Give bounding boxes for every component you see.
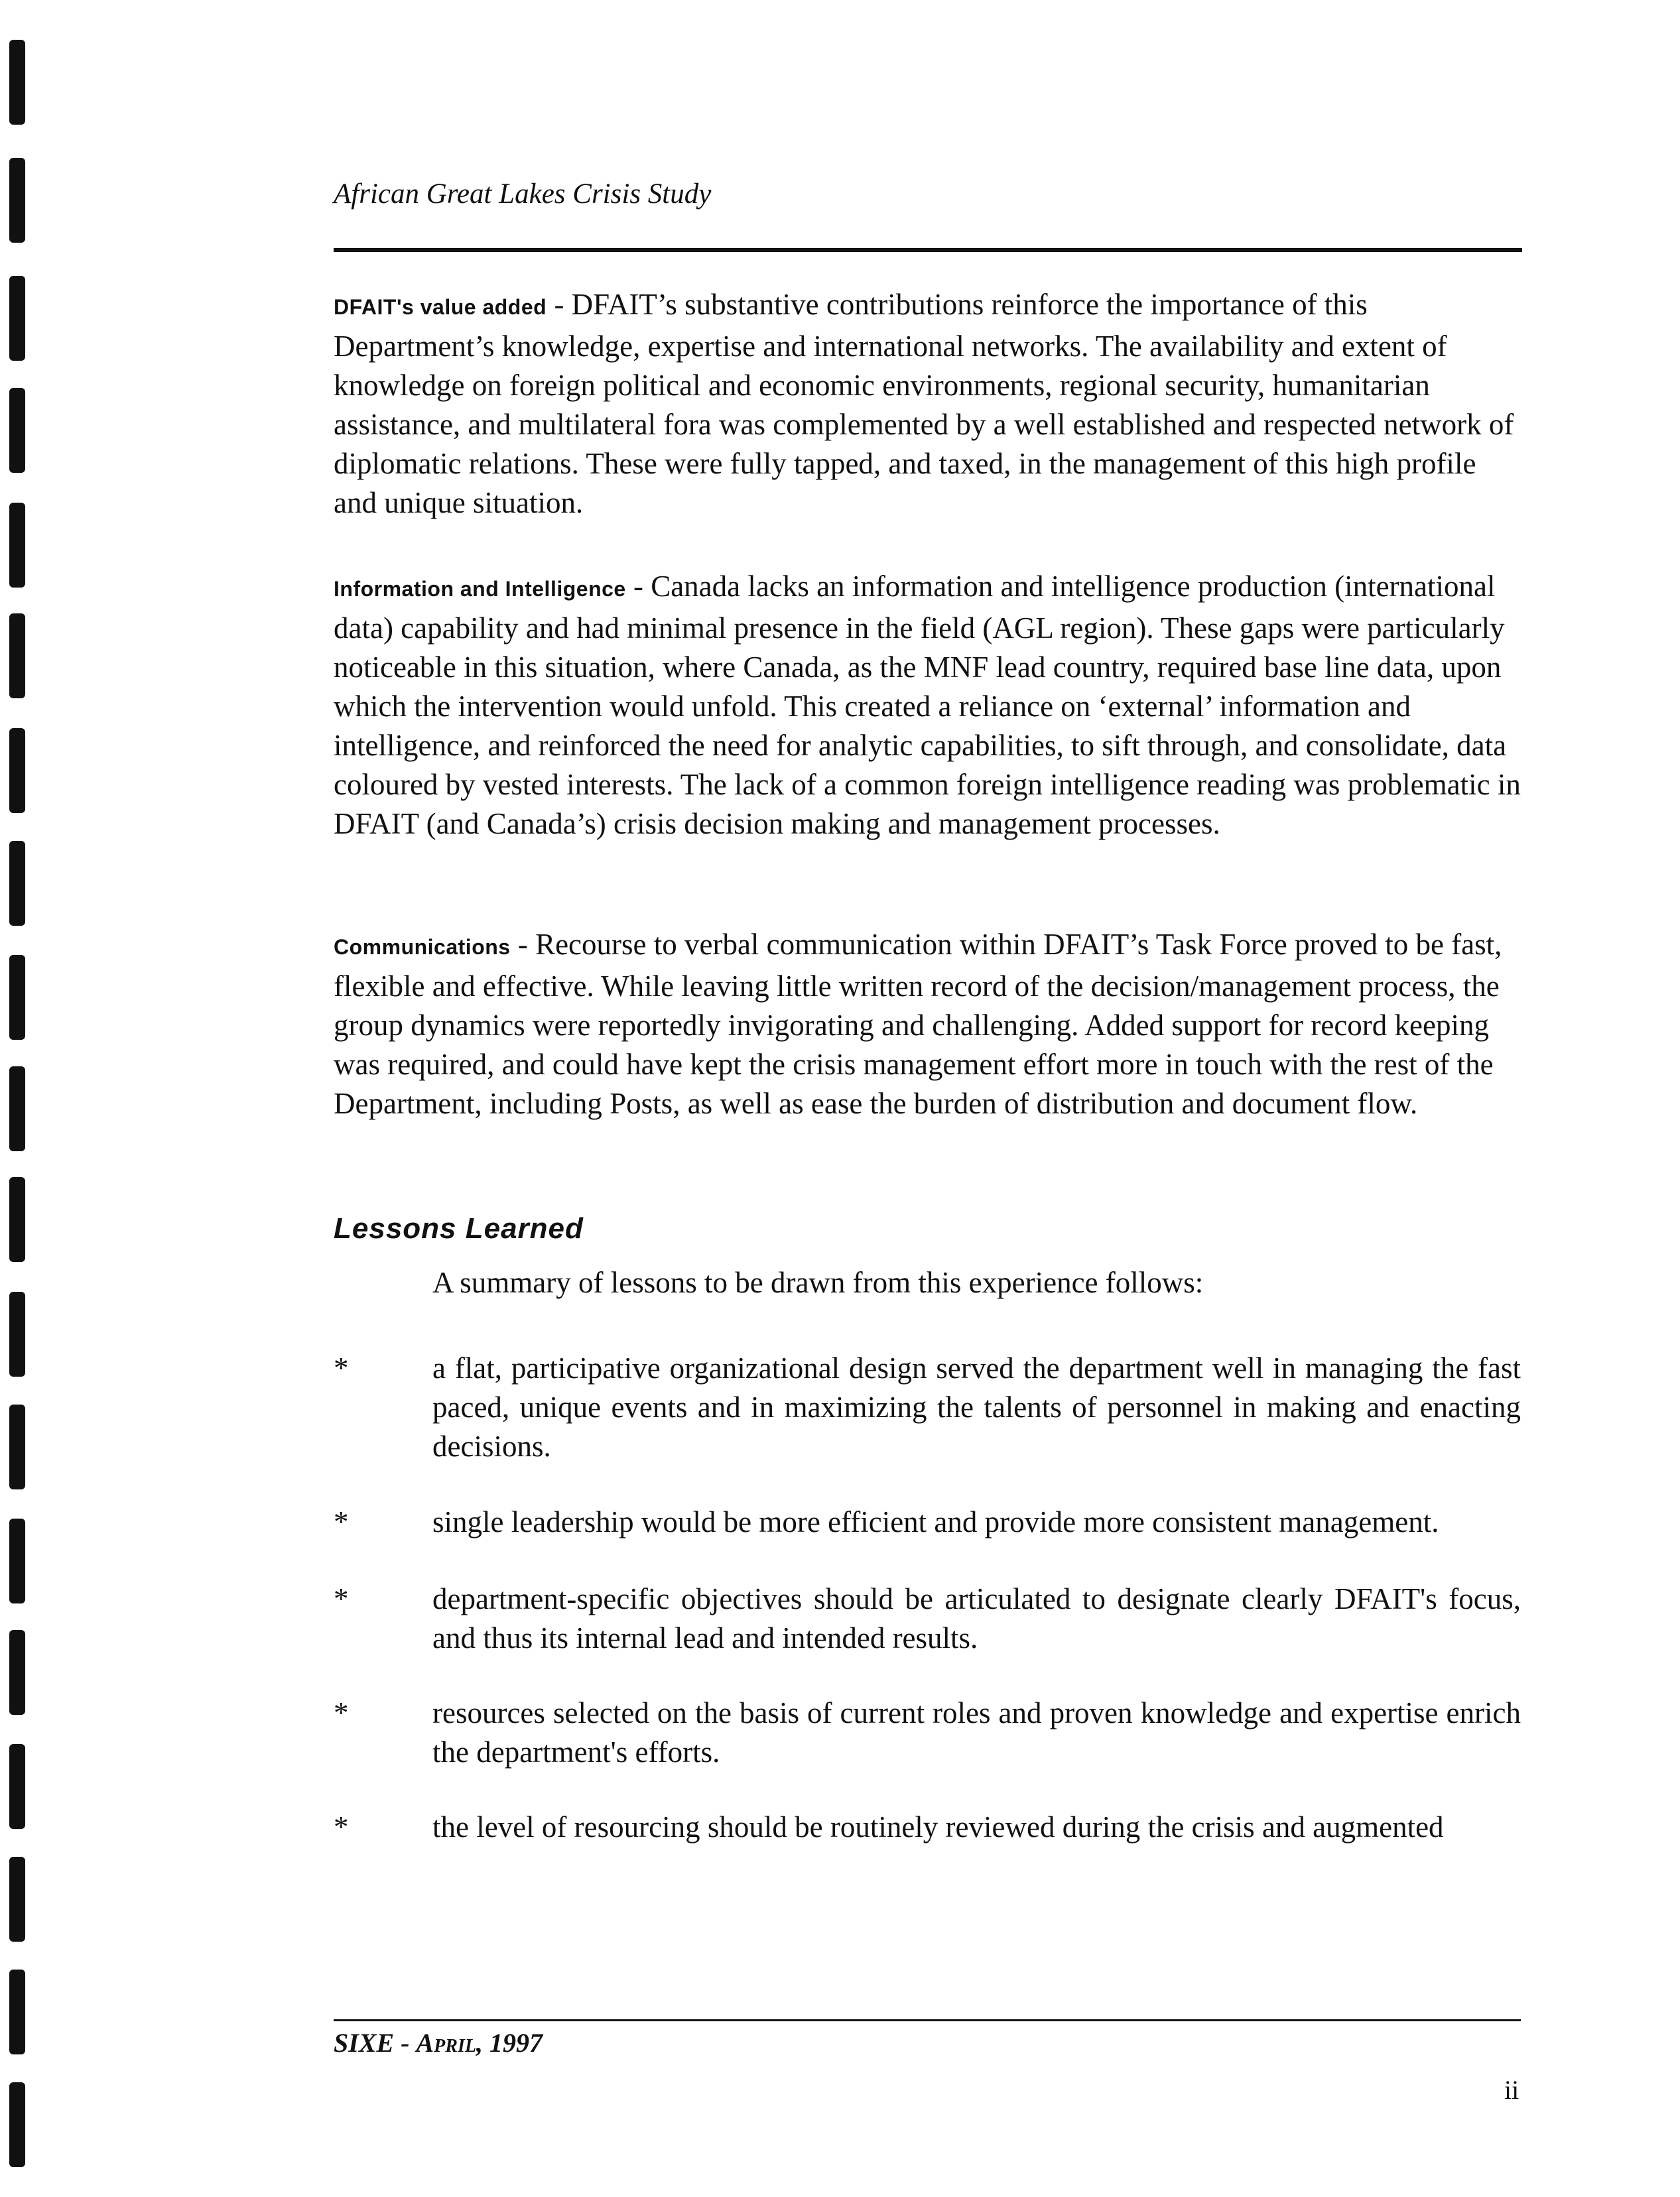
binding-hole bbox=[9, 1405, 25, 1489]
paragraph-text: - Canada lacks an information and intelligence production (international data) capability and had minimal presence in the field (AGL region). These gaps were particularly noticeable in this situation, where Canada, as the MNF lead country, required base line data, upon which the intervention would unfold. This created a reliance on ‘external’ information and intelligence, and reinforced the need for analytic capabilities, to sift through, and consolidate, data coloured by vested interests. The lack of a common foreign intelligence reading was problematic in DFAIT (and Canada’s) crisis decision making and management processes. bbox=[334, 570, 1521, 840]
bullet-marker: * bbox=[334, 1696, 349, 1729]
bullet-marker: * bbox=[334, 1582, 349, 1615]
binding-hole bbox=[9, 1857, 25, 1942]
underlined-word: and bbox=[998, 1696, 1042, 1729]
bullet-marker: * bbox=[334, 1351, 349, 1385]
binding-hole bbox=[9, 841, 25, 926]
list-item-text-part: resources selected on the basis of current roles bbox=[432, 1696, 999, 1729]
running-header: African Great Lakes Crisis Study bbox=[334, 178, 712, 210]
binding-hole bbox=[9, 40, 25, 125]
binding-holes bbox=[9, 0, 33, 2197]
binding-hole bbox=[9, 613, 25, 698]
bullet-marker: * bbox=[334, 1810, 349, 1844]
page-number: ii bbox=[1504, 2075, 1519, 2105]
binding-hole bbox=[9, 1744, 25, 1829]
binding-hole bbox=[9, 1292, 25, 1377]
paragraph-lead: DFAIT's value added bbox=[334, 295, 547, 319]
list-item-text: single leadership would be more efficient and provide more consistent management. bbox=[432, 1505, 1439, 1538]
binding-hole bbox=[9, 1066, 25, 1151]
bullet-marker: * bbox=[334, 1505, 349, 1538]
paragraph-value-added bbox=[334, 285, 1521, 523]
binding-hole bbox=[9, 158, 25, 243]
binding-hole bbox=[9, 1630, 25, 1715]
lessons-intro: A summary of lessons to be drawn from this experience follows: bbox=[432, 1266, 1204, 1299]
paragraph-lead: Information and Intelligence bbox=[334, 577, 626, 601]
paragraph-communications bbox=[334, 925, 1521, 1123]
list-item-text-part: proven knowledge and expertise enrich the department's efforts. bbox=[432, 1696, 1521, 1769]
section-heading: Lessons Learned bbox=[334, 1212, 584, 1245]
list-item-text: a flat, participative organizational design served the department well in managing the fast paced, unique events and in maximizing the talents of personnel in making and enacting decisions. bbox=[432, 1351, 1521, 1463]
list-item-text: the level of resourcing should be routinely reviewed during the crisis and augmented bbox=[432, 1810, 1444, 1844]
binding-hole bbox=[9, 955, 25, 1040]
binding-hole bbox=[9, 1970, 25, 2054]
list-item-text bbox=[432, 1694, 1521, 1772]
binding-hole bbox=[9, 1519, 25, 1603]
footer-source bbox=[334, 2027, 543, 2058]
binding-hole bbox=[9, 728, 25, 813]
list-item-text: department-specific objectives should be articulated to designate clearly DFAIT's focus, and thus its internal lead and intended results. bbox=[432, 1582, 1521, 1655]
paragraph-information-intelligence bbox=[334, 567, 1521, 844]
binding-hole bbox=[9, 388, 25, 473]
paragraph-lead: Communications bbox=[334, 935, 511, 959]
binding-hole bbox=[9, 2082, 25, 2167]
footer-date: April, 1997 bbox=[416, 2028, 543, 2058]
paragraph-text: - Recourse to verbal communication within DFAIT’s Task Force proved to be fast, flexible and effective. While leaving little written record of the decision/management process, the group dynamics were reportedly invigorating and challenging. Added support for record keeping was required, and could have kept the crisis management effort more in touch with the rest of the Department, including Posts, as well as ease the burden of distribution and document flow. bbox=[334, 928, 1502, 1120]
header-rule bbox=[334, 248, 1522, 252]
binding-hole bbox=[9, 276, 25, 361]
paragraph-text: - DFAIT’s substantive contributions reinforce the importance of this Department’s knowledge, expertise and international networks. The availability and extent of knowledge on foreign political and economic environments, regional security, humanitarian assistance, and multilateral fora was complemented by a well established and respected network of diplomatic relations. These were fully tapped, and taxed, in the management of this high profile and unique situation. bbox=[334, 288, 1514, 519]
footer-rule bbox=[334, 2019, 1521, 2021]
footer-prefix: SIXE - bbox=[334, 2028, 417, 2058]
binding-hole bbox=[9, 503, 25, 588]
binding-hole bbox=[9, 1177, 25, 1262]
